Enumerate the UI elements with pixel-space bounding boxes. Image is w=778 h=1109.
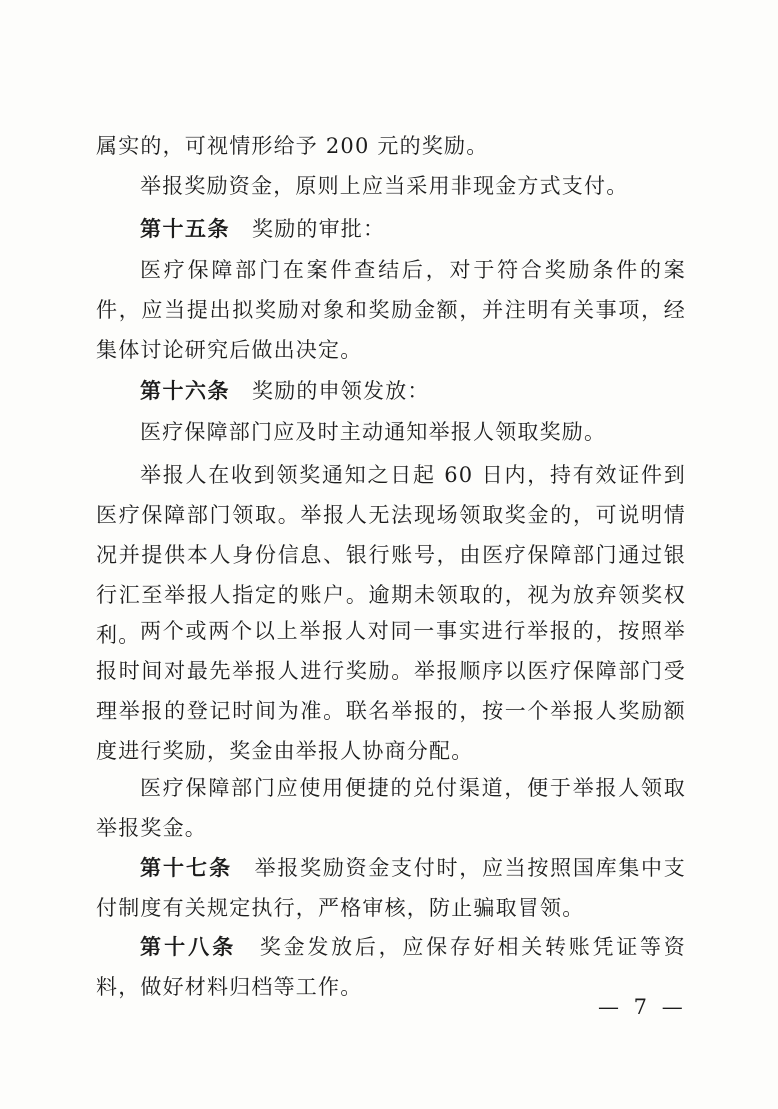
article-number: 第十八条 xyxy=(140,935,237,959)
paragraph-multiple-reporters: 两个或两个以上举报人对同一事实进行举报的，按照举报时间对最先举报人进行奖励。举报顺序以医疗保障部门受理举报的登记时间为准。联名举报的，按一个举报人奖励额度进行奖励，奖金由举报人协商分配。 xyxy=(96,619,686,763)
paragraph-notify: 医疗保障部门应及时主动通知举报人领取奖励。 xyxy=(140,420,607,444)
article-body: 奖金发放后，应保存好相关转账凭证等资料，做好材料归档等工作。 xyxy=(96,935,687,999)
paragraph-payout-channel: 医疗保障部门应使用便捷的兑付渠道，便于举报人领取举报奖金。 xyxy=(96,776,686,840)
article-number: 第十七条 xyxy=(140,856,233,880)
article-16-heading xyxy=(96,371,686,411)
paragraph-approval: 医疗保障部门在案件查结后，对于符合奖励条件的案件，应当提出拟奖励对象和奖励金额，并注明有关事项，经集体讨论研究后做出决定。 xyxy=(96,258,686,362)
page-number: — 7 — xyxy=(598,995,687,1019)
paragraph-continuation: 属实的，可视情形给予 200 元的奖励。 xyxy=(96,134,489,158)
article-title: 奖励的审批： xyxy=(252,217,386,241)
article-title: 奖励的申领发放： xyxy=(252,379,430,403)
article-15-heading xyxy=(96,209,686,249)
paragraph-claim: 举报人在收到领奖通知之日起 60 日内，持有效证件到医疗保障部门领取。举报人无法现场领取奖金的，可说明情况并提供本人身份信息、银行账号，由医疗保障部门通过银行汇至举报人指定的账户。逾期未领取的，视为放弃领奖权利。 xyxy=(96,463,686,647)
article-number: 第十六条 xyxy=(140,379,230,403)
article-17 xyxy=(96,848,686,928)
article-body: 举报奖励资金支付时，应当按照国库集中支付制度有关规定执行，严格审核，防止骗取冒领。 xyxy=(96,856,686,920)
article-number: 第十五条 xyxy=(140,217,230,241)
paragraph-payment-method: 举报奖励资金，原则上应当采用非现金方式支付。 xyxy=(140,174,629,198)
